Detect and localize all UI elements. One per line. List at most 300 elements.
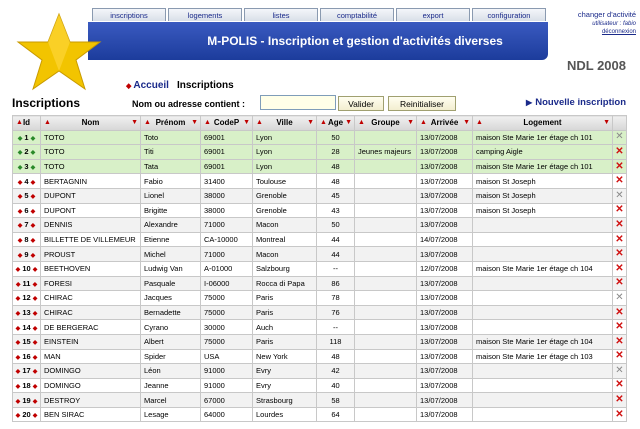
cell-nom: TOTO: [41, 145, 141, 160]
bullet-icon: ◆: [15, 369, 21, 376]
nav-tab-logements[interactable]: logements: [168, 8, 242, 21]
bullet-icon: ◆: [30, 238, 36, 245]
red-diamond-icon: ◆: [126, 83, 132, 90]
activity-name: NDL 2008: [566, 58, 626, 73]
sort-asc-icon[interactable]: ▲: [256, 119, 263, 126]
delete-icon[interactable]: ✕: [615, 248, 624, 260]
cell-arrivee: 13/07/2008: [417, 218, 473, 233]
cell-delete[interactable]: [613, 188, 627, 203]
col-header-id[interactable]: ▲ Id: [13, 116, 41, 131]
cell-id[interactable]: ◆ 20 ◆: [13, 407, 41, 422]
delete-icon[interactable]: ✕: [615, 321, 624, 333]
bullet-icon: ◆: [32, 281, 38, 288]
cell-ville: Paris: [253, 291, 317, 306]
cell-ville: Macon: [253, 247, 317, 262]
cell-ville: Montreal: [253, 232, 317, 247]
cell-ville: New York: [253, 349, 317, 364]
cell-id[interactable]: ◆ 11 ◆: [13, 276, 41, 291]
col-header-groupe[interactable]: ▲ Groupe ▼: [355, 116, 417, 131]
search-input[interactable]: [260, 95, 336, 110]
cell-groupe: [355, 218, 417, 233]
bullet-icon: ◆: [17, 208, 23, 215]
cell-logement: [473, 393, 613, 408]
cell-prenom: Fabio: [141, 174, 201, 189]
cell-nom: DESTROY: [41, 393, 141, 408]
table-row[interactable]: [13, 378, 627, 393]
cell-age: --: [317, 261, 355, 276]
table-row[interactable]: [13, 334, 627, 349]
cell-codep: 38000: [201, 188, 253, 203]
cell-nom: TOTO: [41, 159, 141, 174]
cell-arrivee: 13/07/2008: [417, 378, 473, 393]
cell-arrivee: 13/07/2008: [417, 130, 473, 145]
cell-delete[interactable]: [613, 320, 627, 335]
cell-age: 48: [317, 174, 355, 189]
cell-groupe: [355, 247, 417, 262]
nav-tab-configuration[interactable]: configuration: [472, 8, 546, 21]
cell-arrivee: 14/07/2008: [417, 232, 473, 247]
cell-arrivee: 13/07/2008: [417, 247, 473, 262]
cell-age: 48: [317, 159, 355, 174]
cell-codep: 75000: [201, 305, 253, 320]
cell-logement: [473, 320, 613, 335]
cell-delete[interactable]: [613, 261, 627, 276]
cell-arrivee: 13/07/2008: [417, 159, 473, 174]
cell-delete[interactable]: [613, 130, 627, 145]
cell-codep: 69001: [201, 159, 253, 174]
cell-id[interactable]: ◆ 9 ◆: [13, 247, 41, 262]
sort-desc-icon[interactable]: ▼: [191, 119, 198, 126]
sort-desc-icon[interactable]: ▼: [243, 119, 250, 126]
cell-ville: Lyon: [253, 130, 317, 145]
cell-groupe: [355, 276, 417, 291]
cell-groupe: [355, 130, 417, 145]
bullet-icon: ◆: [32, 296, 38, 303]
cell-prenom: Jeanne: [141, 378, 201, 393]
cell-logement: [473, 291, 613, 306]
bullet-icon: ◆: [17, 165, 23, 172]
bullet-icon: ◆: [15, 267, 21, 274]
cell-delete[interactable]: [613, 364, 627, 379]
bullet-icon: ◆: [32, 413, 38, 420]
bullet-icon: ◆: [15, 311, 21, 318]
cell-codep: 75000: [201, 291, 253, 306]
cell-id[interactable]: ◆ 3 ◆: [13, 159, 41, 174]
cell-nom: DOMINGO: [41, 378, 141, 393]
delete-icon[interactable]: ✕: [615, 262, 624, 274]
delete-icon[interactable]: ✕: [615, 394, 624, 406]
col-header-nom[interactable]: ▲ Nom ▼: [41, 116, 141, 131]
bullet-icon: ◆: [30, 179, 36, 186]
cell-prenom: Tata: [141, 159, 201, 174]
cell-nom: BEN SIRAC: [41, 407, 141, 422]
cell-codep: 67000: [201, 393, 253, 408]
nav-tab-listes[interactable]: listes: [244, 8, 318, 21]
cell-arrivee: 13/07/2008: [417, 188, 473, 203]
cell-logement: maison Ste Marie 1er étage ch 101: [473, 159, 613, 174]
sort-asc-icon[interactable]: ▲: [204, 119, 211, 126]
cell-id[interactable]: ◆ 5 ◆: [13, 188, 41, 203]
col-header-logement[interactable]: ▲ Logement ▼: [473, 116, 613, 131]
bullet-icon: ◆: [32, 354, 38, 361]
cell-age: 64: [317, 407, 355, 422]
cell-age: 44: [317, 232, 355, 247]
cell-ville: Rocca di Papa: [253, 276, 317, 291]
cell-id[interactable]: ◆ 7 ◆: [13, 218, 41, 233]
cell-prenom: Jacques: [141, 291, 201, 306]
cell-codep: 71000: [201, 247, 253, 262]
cell-nom: CHIRAC: [41, 305, 141, 320]
cell-logement: maison Ste Marie 1er étage ch 103: [473, 349, 613, 364]
cell-delete[interactable]: [613, 247, 627, 262]
sort-desc-icon[interactable]: ▼: [307, 119, 314, 126]
nav-tab-inscriptions[interactable]: inscriptions: [92, 8, 166, 21]
bullet-icon: ◆: [32, 267, 38, 274]
cell-prenom: Albert: [141, 334, 201, 349]
cell-delete[interactable]: [613, 276, 627, 291]
cell-logement: maison Ste Marie 1er étage ch 101: [473, 130, 613, 145]
cell-groupe: [355, 291, 417, 306]
cell-nom: DE BERGERAC: [41, 320, 141, 335]
cell-delete[interactable]: [613, 393, 627, 408]
cell-id[interactable]: ◆ 2 ◆: [13, 145, 41, 160]
col-header-ville[interactable]: ▲ Ville ▼: [253, 116, 317, 131]
cell-nom: DUPONT: [41, 203, 141, 218]
table-row[interactable]: [13, 159, 627, 174]
cell-prenom: Lionel: [141, 188, 201, 203]
cell-nom: DENNIS: [41, 218, 141, 233]
sort-desc-icon[interactable]: ▼: [131, 119, 138, 126]
cell-ville: Salzbourg: [253, 261, 317, 276]
cell-delete[interactable]: [613, 349, 627, 364]
cell-logement: maison St Joseph: [473, 174, 613, 189]
cell-ville: Toulouse: [253, 174, 317, 189]
cell-ville: Evry: [253, 378, 317, 393]
cell-delete[interactable]: [613, 407, 627, 422]
nav-tab-export[interactable]: export: [396, 8, 470, 21]
table-row[interactable]: [13, 407, 627, 422]
cell-ville: Auch: [253, 320, 317, 335]
sort-asc-icon[interactable]: ▲: [358, 119, 365, 126]
breadcrumb-home[interactable]: ◆ Accueil: [126, 80, 169, 91]
table-row[interactable]: [13, 261, 627, 276]
col-header-age[interactable]: ▲ Age ▼: [317, 116, 355, 131]
cell-prenom: Léon: [141, 364, 201, 379]
table-row[interactable]: [13, 320, 627, 335]
breadcrumb-current: Inscriptions: [176, 80, 234, 91]
delete-icon[interactable]: ✕: [615, 335, 624, 347]
col-header-codep[interactable]: ▲ CodeP ▼: [201, 116, 253, 131]
cell-logement: maison St Joseph: [473, 188, 613, 203]
cell-arrivee: 12/07/2008: [417, 261, 473, 276]
cell-age: 44: [317, 247, 355, 262]
cell-logement: maison Ste Marie 1er étage ch 104: [473, 261, 613, 276]
reset-button[interactable]: Reinitialiser: [388, 96, 456, 111]
delete-icon[interactable]: ✕: [615, 291, 624, 303]
cell-delete[interactable]: [613, 203, 627, 218]
cell-age: 45: [317, 188, 355, 203]
current-user: utilisateur : fabio: [592, 21, 636, 27]
delete-icon[interactable]: ✕: [615, 233, 624, 245]
bullet-icon: ◆: [15, 398, 21, 405]
cell-arrivee: 13/07/2008: [417, 393, 473, 408]
delete-icon[interactable]: ✕: [615, 204, 624, 216]
bullet-icon: ◆: [32, 398, 38, 405]
cell-groupe: [355, 305, 417, 320]
table-row[interactable]: [13, 349, 627, 364]
cell-nom: TOTO: [41, 130, 141, 145]
cell-ville: Lourdes: [253, 407, 317, 422]
cell-delete[interactable]: [613, 305, 627, 320]
bullet-icon: ◆: [15, 413, 21, 420]
cell-codep: 30000: [201, 320, 253, 335]
cell-id[interactable]: ◆ 17 ◆: [13, 364, 41, 379]
bullet-icon: ◆: [17, 194, 23, 201]
bullet-icon: ◆: [30, 135, 36, 142]
cell-id[interactable]: ◆ 4 ◆: [13, 174, 41, 189]
sort-asc-icon[interactable]: ▲: [420, 119, 427, 126]
table-row[interactable]: [13, 247, 627, 262]
delete-icon[interactable]: ✕: [615, 218, 624, 230]
delete-icon[interactable]: ✕: [615, 131, 624, 143]
cell-prenom: Lesage: [141, 407, 201, 422]
cell-prenom: Etienne: [141, 232, 201, 247]
bullet-icon: ◆: [15, 281, 21, 288]
cell-logement: [473, 276, 613, 291]
cell-groupe: [355, 334, 417, 349]
delete-icon[interactable]: ✕: [615, 364, 624, 376]
cell-age: 50: [317, 130, 355, 145]
bullet-icon: ◆: [17, 223, 23, 230]
cell-arrivee: 13/07/2008: [417, 276, 473, 291]
cell-logement: [473, 232, 613, 247]
bullet-icon: ◆: [32, 340, 38, 347]
cell-prenom: Cyrano: [141, 320, 201, 335]
cell-logement: [473, 247, 613, 262]
cell-id[interactable]: ◆ 16 ◆: [13, 349, 41, 364]
cell-nom: CHIRAC: [41, 291, 141, 306]
cell-codep: 69001: [201, 130, 253, 145]
sort-desc-icon[interactable]: ▼: [345, 119, 352, 126]
cell-age: 76: [317, 305, 355, 320]
table-header: [13, 116, 627, 131]
sort-asc-icon[interactable]: ▲: [16, 119, 23, 126]
table-row[interactable]: [13, 218, 627, 233]
cell-logement: [473, 218, 613, 233]
bullet-icon: ◆: [30, 252, 36, 259]
top-nav: [92, 8, 638, 21]
table-row[interactable]: [13, 174, 627, 189]
delete-icon[interactable]: ✕: [615, 379, 624, 391]
cell-delete[interactable]: [613, 218, 627, 233]
cell-prenom: Marcel: [141, 393, 201, 408]
cell-logement: maison St Joseph: [473, 203, 613, 218]
cell-nom: BILLETTE DE VILLEMEUR: [41, 232, 141, 247]
cell-prenom: Pasquale: [141, 276, 201, 291]
cell-delete[interactable]: [613, 378, 627, 393]
bullet-icon: ◆: [32, 325, 38, 332]
cell-delete[interactable]: [613, 232, 627, 247]
cell-codep: 69001: [201, 145, 253, 160]
bullet-icon: ◆: [32, 383, 38, 390]
sort-asc-icon[interactable]: ▲: [144, 119, 151, 126]
cell-prenom: Spider: [141, 349, 201, 364]
cell-ville: Macon: [253, 218, 317, 233]
delete-icon[interactable]: ✕: [615, 306, 624, 318]
bullet-icon: ◆: [17, 179, 23, 186]
cell-groupe: [355, 407, 417, 422]
delete-icon[interactable]: ✕: [615, 408, 624, 420]
cell-age: 86: [317, 276, 355, 291]
cell-age: 78: [317, 291, 355, 306]
cell-groupe: [355, 378, 417, 393]
cell-groupe: [355, 393, 417, 408]
cell-nom: EINSTEIN: [41, 334, 141, 349]
delete-icon[interactable]: ✕: [615, 189, 624, 201]
cell-age: 43: [317, 203, 355, 218]
cell-id[interactable]: ◆ 12 ◆: [13, 291, 41, 306]
table-row[interactable]: [13, 145, 627, 160]
bullet-icon: ◆: [15, 340, 21, 347]
cell-prenom: Ludwig Van: [141, 261, 201, 276]
sort-desc-icon[interactable]: ▼: [407, 119, 414, 126]
cell-ville: Evry: [253, 364, 317, 379]
cell-codep: USA: [201, 349, 253, 364]
cell-groupe: [355, 159, 417, 174]
logout-link[interactable]: déconnexion: [601, 29, 636, 35]
delete-icon[interactable]: ✕: [615, 175, 624, 187]
bullet-icon: ◆: [15, 296, 21, 303]
cell-codep: 91000: [201, 364, 253, 379]
delete-icon[interactable]: ✕: [615, 350, 624, 362]
cell-delete[interactable]: [613, 334, 627, 349]
cell-arrivee: 13/07/2008: [417, 174, 473, 189]
cell-arrivee: 13/07/2008: [417, 145, 473, 160]
change-activity-link[interactable]: changer d'activité: [577, 10, 636, 19]
col-header-delete: [613, 116, 627, 131]
table-row[interactable]: [13, 305, 627, 320]
cell-age: --: [317, 320, 355, 335]
cell-ville: Paris: [253, 305, 317, 320]
cell-age: 42: [317, 364, 355, 379]
cell-codep: 38000: [201, 203, 253, 218]
delete-icon[interactable]: ✕: [615, 160, 624, 172]
cell-codep: 64000: [201, 407, 253, 422]
cell-arrivee: 13/07/2008: [417, 407, 473, 422]
cell-id[interactable]: ◆ 1 ◆: [13, 130, 41, 145]
cell-nom: PROUST: [41, 247, 141, 262]
cell-nom: FORESI: [41, 276, 141, 291]
cell-delete[interactable]: [613, 145, 627, 160]
breadcrumb: [126, 80, 234, 91]
table-row[interactable]: [13, 232, 627, 247]
cell-id[interactable]: ◆ 15 ◆: [13, 334, 41, 349]
cell-prenom: Alexandre: [141, 218, 201, 233]
cell-age: 40: [317, 378, 355, 393]
cell-codep: 71000: [201, 218, 253, 233]
cell-codep: I-06000: [201, 276, 253, 291]
bullet-icon: ◆: [17, 150, 23, 157]
cell-groupe: [355, 364, 417, 379]
cell-id[interactable]: ◆ 19 ◆: [13, 393, 41, 408]
cell-delete[interactable]: [613, 159, 627, 174]
cell-id[interactable]: ◆ 6 ◆: [13, 203, 41, 218]
cell-age: 48: [317, 349, 355, 364]
sort-asc-icon[interactable]: ▲: [320, 119, 327, 126]
cell-arrivee: 13/07/2008: [417, 349, 473, 364]
cell-groupe: Jeunes majeurs: [355, 145, 417, 160]
sort-desc-icon[interactable]: ▼: [603, 119, 610, 126]
cell-prenom: Toto: [141, 130, 201, 145]
table-row[interactable]: [13, 393, 627, 408]
table-row[interactable]: [13, 291, 627, 306]
cell-logement: camping Aigle: [473, 145, 613, 160]
cell-codep: 31400: [201, 174, 253, 189]
validate-button[interactable]: Valider: [338, 96, 384, 111]
sort-asc-icon[interactable]: ▲: [476, 119, 483, 126]
cell-id[interactable]: ◆ 13 ◆: [13, 305, 41, 320]
cell-codep: CA-10000: [201, 232, 253, 247]
new-inscription-link[interactable]: ▶ Nouvelle inscription: [526, 97, 626, 108]
cell-logement: [473, 305, 613, 320]
cell-codep: 75000: [201, 334, 253, 349]
cell-id[interactable]: ◆ 8 ◆: [13, 232, 41, 247]
cell-age: 118: [317, 334, 355, 349]
inscriptions-table: [12, 115, 627, 422]
cell-id[interactable]: ◆ 10 ◆: [13, 261, 41, 276]
table-row[interactable]: [13, 188, 627, 203]
table-row[interactable]: [13, 276, 627, 291]
col-header-arrivee[interactable]: ▲ Arrivée ▼: [417, 116, 473, 131]
bullet-icon: ◆: [32, 369, 38, 376]
delete-icon[interactable]: ✕: [615, 145, 624, 157]
cell-codep: A-01000: [201, 261, 253, 276]
bullet-icon: ◆: [17, 135, 23, 142]
cell-age: 50: [317, 218, 355, 233]
cell-id[interactable]: ◆ 18 ◆: [13, 378, 41, 393]
cell-age: 28: [317, 145, 355, 160]
cell-delete[interactable]: [613, 291, 627, 306]
cell-age: 58: [317, 393, 355, 408]
nav-tab-comptabilite[interactable]: comptabilité: [320, 8, 394, 21]
app-title: M-POLIS - Inscription et gestion d'activités diverses: [207, 34, 503, 48]
cell-prenom: Titi: [141, 145, 201, 160]
star-logo-icon: [14, 12, 104, 92]
cell-logement: [473, 364, 613, 379]
bullet-icon: ◆: [15, 354, 21, 361]
cell-nom: DUPONT: [41, 188, 141, 203]
sort-desc-icon[interactable]: ▼: [463, 119, 470, 126]
cell-delete[interactable]: [613, 174, 627, 189]
cell-logement: [473, 407, 613, 422]
col-header-prenom[interactable]: ▲ Prénom ▼: [141, 116, 201, 131]
cell-id[interactable]: ◆ 14 ◆: [13, 320, 41, 335]
cell-codep: 91000: [201, 378, 253, 393]
table-row[interactable]: [13, 130, 627, 145]
table-row[interactable]: [13, 364, 627, 379]
delete-icon[interactable]: ✕: [615, 277, 624, 289]
cell-ville: Paris: [253, 334, 317, 349]
bullet-icon: ◆: [30, 208, 36, 215]
sort-asc-icon[interactable]: ▲: [44, 119, 51, 126]
cell-prenom: Michel: [141, 247, 201, 262]
cell-groupe: [355, 349, 417, 364]
bullet-icon: ◆: [17, 238, 23, 245]
cell-nom: DOMINGO: [41, 364, 141, 379]
section-title: Inscriptions: [12, 96, 81, 110]
cell-groupe: [355, 203, 417, 218]
table-row[interactable]: [13, 203, 627, 218]
